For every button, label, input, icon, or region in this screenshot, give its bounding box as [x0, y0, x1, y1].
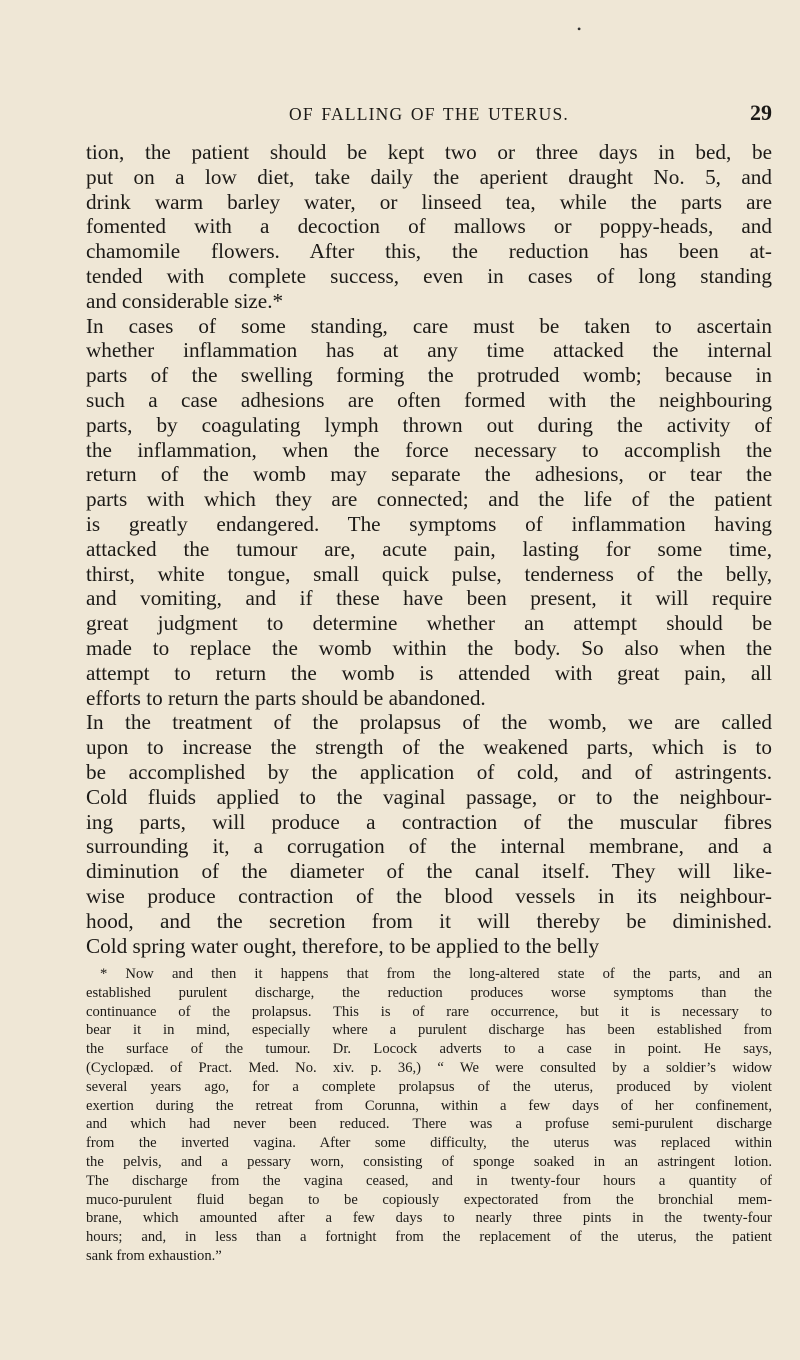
body-line: parts with which they are connected; and the life of the patient [86, 487, 772, 512]
body-line: whether inflammation has at any time attacked the internal [86, 338, 772, 363]
footnote-line: bear it in mind, especially where a purulent discharge has been established from [86, 1022, 772, 1039]
body-line: is greatly endangered. The symptoms of inflammation having [86, 511, 772, 536]
body-line: tion, the patient should be kept two or three days in bed, be [86, 140, 772, 164]
footnote-line: exertion during the retreat from Corunna, within a few days of her confinement, [86, 1097, 772, 1114]
footnote-line: The discharge from the vagina ceased, and in twenty-four hours a quantity of [86, 1172, 772, 1189]
footnote-line: * Now and then it happens that from the long-altered state of the parts, and an [100, 966, 772, 982]
body-line: attacked the tumour are, acute pain, lasting for some time, [86, 536, 772, 561]
body-line: return of the womb may separate the adhesions, or tear the [86, 462, 772, 487]
body-line: parts, by coagulating lymph thrown out during the activity of [86, 412, 772, 437]
body-line: Cold spring water ought, therefore, to be applied to the belly [86, 933, 600, 958]
running-title: OF FALLING OF THE UTERUS. [289, 104, 569, 124]
body-line: Cold fluids applied to the vaginal passage, or to the neighbour- [86, 784, 772, 809]
body-line: thirst, white tongue, small quick pulse, tenderness of the belly, [86, 561, 772, 586]
footnote-line: sank from exhaustion.” [86, 1247, 222, 1264]
page-number: 29 [750, 100, 772, 125]
body-line: upon to increase the strength of the weakened parts, which is to [86, 735, 772, 760]
body-line: parts of the swelling forming the protruded womb; because in [86, 363, 772, 388]
body-line: and vomiting, and if these have been present, it will require [86, 586, 772, 611]
body-line: In cases of some standing, care must be taken to ascertain [86, 313, 772, 338]
footnote [86, 965, 772, 1266]
footnote-line: the pelvis, and a pessary worn, consisting of sponge soaked in an astringent lotion. [86, 1153, 772, 1170]
body-line: surrounding it, a corrugation of the internal membrane, and a [86, 834, 772, 859]
body-line: chamomile flowers. After this, the reduction has been at- [86, 239, 772, 264]
body-line: and considerable size.* [86, 288, 284, 313]
footnote-line: and which had never been reduced. There was a profuse semi-purulent discharge [86, 1116, 772, 1133]
body-line: wise produce contraction of the blood vessels in its neighbour- [86, 883, 772, 908]
footnote-line: several years ago, for a complete prolapsus of the uterus, produced by violent [86, 1078, 772, 1095]
body-line: tended with complete success, even in cases of long standing [86, 263, 772, 288]
body-line: made to replace the womb within the body. So also when the [86, 635, 772, 660]
body-line: such a case adhesions are often formed with the neighbouring [86, 387, 772, 412]
footnote-line: muco-purulent fluid began to be copiously expectorated from the bronchial mem- [86, 1191, 772, 1208]
footnote-line: established purulent discharge, the reduction produces worse symptoms than the [86, 984, 772, 1001]
body-line: ing parts, will produce a contraction of the muscular fibres [86, 809, 772, 834]
body-line: diminution of the diameter of the canal itself. They will like- [86, 859, 772, 884]
body-line: In the treatment of the prolapsus of the womb, we are called [86, 710, 772, 735]
footnote-line: the surface of the tumour. Dr. Locock adverts to a case in point. He says, [86, 1041, 772, 1058]
body-line: be accomplished by the application of cold, and of astringents. [86, 759, 772, 784]
footnote-line: hours; and, in less than a fortnight from the replacement of the uterus, the patient [86, 1229, 772, 1246]
body-line: put on a low diet, take daily the aperient draught No. 5, and [86, 164, 772, 189]
footnote-line: continuance of the prolapsus. This is of rare occurrence, but it is necessary to [86, 1003, 772, 1020]
body-line: the inflammation, when the force necessary to accomplish the [86, 437, 772, 462]
page-mark: • [577, 22, 582, 36]
footnote-line: from the inverted vagina. After some difficulty, the uterus was replaced within [86, 1135, 772, 1152]
body-line: fomented with a decoction of mallows or poppy-heads, and [86, 214, 772, 239]
footnote-line: brane, which amounted after a few days to nearly three pints in the twenty-four [86, 1210, 772, 1227]
body-line: drink warm barley water, or linseed tea, while the parts are [86, 189, 772, 214]
page-header [86, 100, 772, 126]
body-line: hood, and the secretion from it will thereby be diminished. [86, 908, 772, 933]
body-line: great judgment to determine whether an attempt should be [86, 611, 772, 636]
body-line: attempt to return the womb is attended with great pain, all [86, 660, 772, 685]
body-text [86, 140, 772, 958]
body-line: efforts to return the parts should be abandoned. [86, 685, 486, 710]
footnote-line: (Cyclopæd. of Pract. Med. No. xiv. p. 36,) “ We were consulted by a soldier’s widow [86, 1059, 772, 1076]
